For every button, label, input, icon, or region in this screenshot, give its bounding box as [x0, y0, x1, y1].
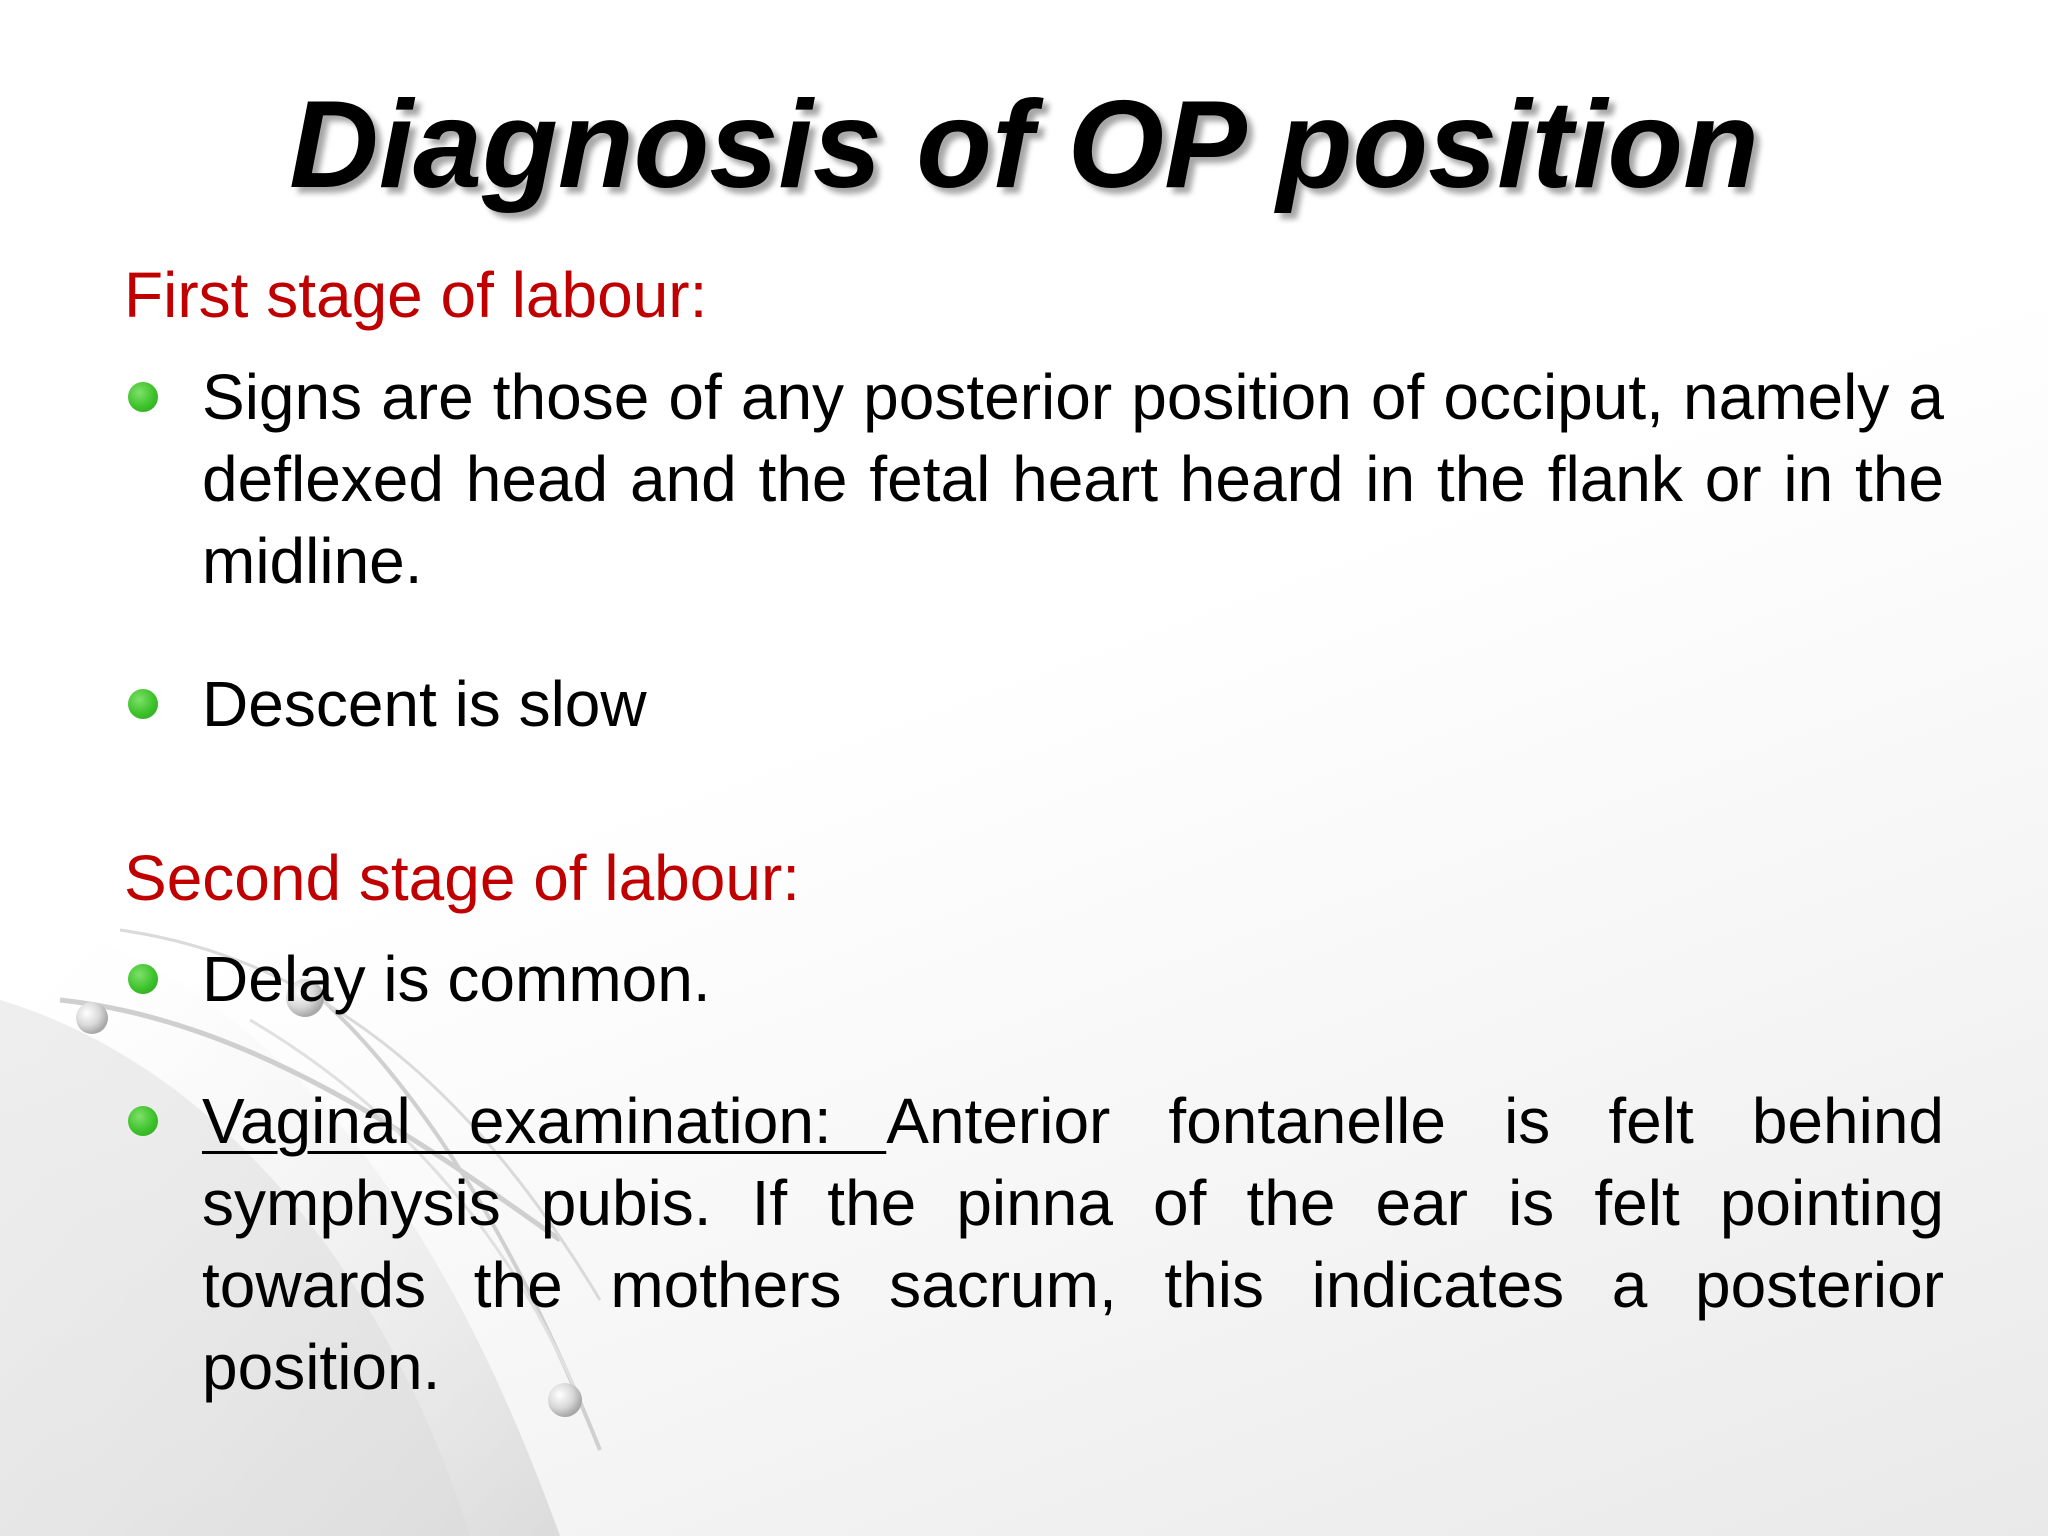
bullet-text: Signs are those of any posterior position of occiput, namely a deflexed head and the fetal heart heard in the flank or in the midline.	[202, 361, 1944, 597]
bullet-body-text: Anterior fontanelle is felt behind symphysis pubis. If the pinna of the ear is felt pointing towards the mothers sacrum, this indicates a posterior position.	[202, 1085, 1944, 1403]
section-heading-second-stage: Second stage of labour:	[124, 842, 801, 914]
bullet-text: Delay is common.	[202, 943, 711, 1015]
bullet-text: Descent is slow	[202, 668, 647, 740]
section-heading-first-stage: First stage of labour:	[124, 259, 708, 331]
bullet-label-vaginal-examination: Vaginal examination:	[202, 1085, 887, 1157]
bullet-dot-icon	[128, 1106, 158, 1136]
bullet-dot-icon	[128, 689, 158, 719]
bullet-dot-icon	[128, 964, 158, 994]
bullet-text	[202, 1080, 1944, 1408]
slide-title: Diagnosis of OP position	[289, 76, 1759, 214]
bullet-dot-icon	[128, 382, 158, 412]
